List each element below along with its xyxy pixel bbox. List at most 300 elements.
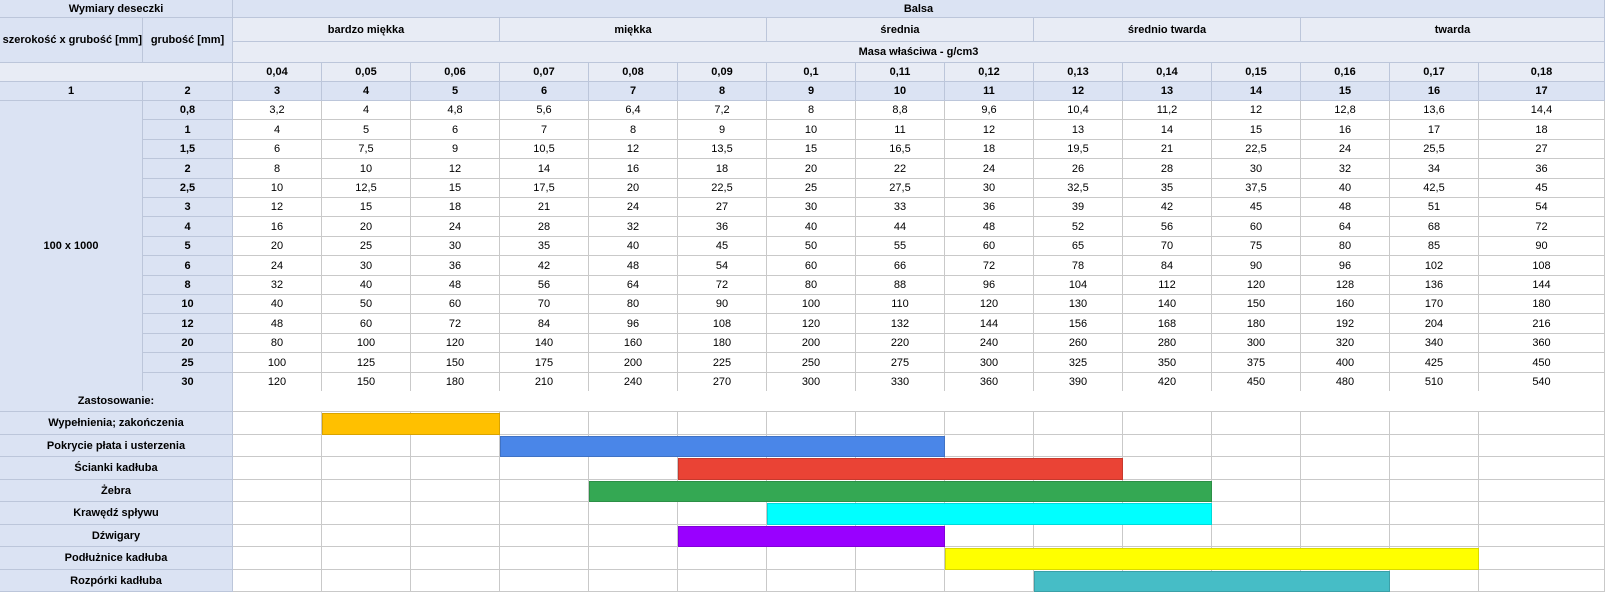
application-grid-cell [1123, 435, 1212, 457]
application-grid-cell [500, 457, 589, 480]
table-cell: 120 [411, 334, 500, 353]
table-cell: 144 [945, 314, 1034, 334]
application-grid-cell [1479, 547, 1605, 570]
application-grid-cell [1123, 525, 1212, 547]
table-cell: 25 [767, 179, 856, 198]
table-cell: 27,5 [856, 179, 945, 198]
table-cell: 20 [767, 159, 856, 179]
density-value: 0,18 [1479, 63, 1605, 82]
application-grid-cell [411, 435, 500, 457]
table-cell: 36 [945, 198, 1034, 217]
application-grid-cell [1301, 435, 1390, 457]
application-grid-cell [322, 457, 411, 480]
table-cell: 66 [856, 256, 945, 276]
application-range-bar [322, 413, 500, 435]
table-cell: 42,5 [1390, 179, 1479, 198]
application-name: Pokrycie płata i usterzenia [0, 435, 233, 457]
table-cell: 32 [1301, 159, 1390, 179]
application-grid-cell [945, 412, 1034, 435]
thickness-value: 3 [143, 198, 233, 217]
table-cell: 8 [233, 159, 322, 179]
table-cell: 45 [678, 237, 767, 256]
application-grid-cell [233, 412, 322, 435]
table-cell: 45 [1212, 198, 1301, 217]
table-cell: 136 [1390, 276, 1479, 295]
table-cell: 80 [589, 295, 678, 314]
table-cell: 200 [767, 334, 856, 353]
table-cell: 180 [411, 373, 500, 392]
table-cell: 120 [233, 373, 322, 392]
table-cell: 180 [1479, 295, 1605, 314]
table-cell: 80 [1301, 237, 1390, 256]
application-grid-cell [678, 570, 767, 592]
table-cell: 24 [945, 159, 1034, 179]
application-grid-cell [233, 525, 322, 547]
application-grid-cell [1212, 457, 1301, 480]
table-cell: 11,2 [1123, 101, 1212, 120]
table-cell: 36 [411, 256, 500, 276]
column-number: 3 [233, 82, 322, 101]
table-cell: 9 [678, 120, 767, 140]
table-cell: 36 [1479, 159, 1605, 179]
thickness-value: 6 [143, 256, 233, 276]
table-cell: 21 [1123, 140, 1212, 159]
application-name: Dźwigary [0, 525, 233, 547]
table-cell: 40 [322, 276, 411, 295]
table-cell: 250 [767, 353, 856, 373]
thickness-value: 25 [143, 353, 233, 373]
table-cell: 12 [233, 198, 322, 217]
table-cell: 35 [1123, 179, 1212, 198]
hardness-3: średnio twarda [1034, 18, 1301, 42]
balsa-title: Balsa [233, 0, 1605, 18]
application-grid-cell [322, 480, 411, 502]
table-cell: 24 [1301, 140, 1390, 159]
application-range-bar [945, 548, 1479, 570]
table-cell: 16 [589, 159, 678, 179]
table-cell: 140 [1123, 295, 1212, 314]
table-cell: 300 [945, 353, 1034, 373]
table-cell: 52 [1034, 217, 1123, 237]
thickness-value: 1 [143, 120, 233, 140]
applications-title: Zastosowanie: [0, 391, 233, 412]
table-cell: 88 [856, 276, 945, 295]
application-grid-cell [322, 570, 411, 592]
density-value: 0,13 [1034, 63, 1123, 82]
table-cell: 51 [1390, 198, 1479, 217]
table-cell: 72 [678, 276, 767, 295]
table-cell: 22,5 [1212, 140, 1301, 159]
table-cell: 5,6 [500, 101, 589, 120]
table-cell: 55 [856, 237, 945, 256]
application-grid-cell [1034, 525, 1123, 547]
application-grid-cell [1301, 412, 1390, 435]
table-cell: 450 [1479, 353, 1605, 373]
table-cell: 16,5 [856, 140, 945, 159]
column-number: 7 [589, 82, 678, 101]
table-cell: 225 [678, 353, 767, 373]
width-thickness-header [0, 18, 143, 63]
table-cell: 22 [856, 159, 945, 179]
table-cell: 32 [233, 276, 322, 295]
density-value: 0,15 [1212, 63, 1301, 82]
table-cell: 150 [1212, 295, 1301, 314]
thickness-value: 0,8 [143, 101, 233, 120]
table-cell: 65 [1034, 237, 1123, 256]
table-cell: 10 [767, 120, 856, 140]
density-value: 0,14 [1123, 63, 1212, 82]
table-cell: 26 [1034, 159, 1123, 179]
application-name: Wypełnienia; zakończenia [0, 412, 233, 435]
table-cell: 90 [1212, 256, 1301, 276]
table-cell: 37,5 [1212, 179, 1301, 198]
application-grid-cell [411, 570, 500, 592]
table-cell: 8,8 [856, 101, 945, 120]
application-grid-cell [1479, 457, 1605, 480]
column-number: 17 [1479, 82, 1605, 101]
table-cell: 85 [1390, 237, 1479, 256]
table-cell: 8 [767, 101, 856, 120]
table-cell: 325 [1034, 353, 1123, 373]
application-grid-cell [1301, 480, 1390, 502]
table-cell: 13,6 [1390, 101, 1479, 120]
application-grid-cell [1390, 570, 1479, 592]
table-cell: 25,5 [1390, 140, 1479, 159]
table-cell: 75 [1212, 237, 1301, 256]
table-cell: 7,2 [678, 101, 767, 120]
column-number: 4 [322, 82, 411, 101]
application-grid-cell [678, 502, 767, 525]
table-cell: 100 [322, 334, 411, 353]
column-number: 1 [0, 82, 143, 101]
application-grid-cell [767, 547, 856, 570]
application-grid-cell [589, 412, 678, 435]
table-cell: 275 [856, 353, 945, 373]
table-cell: 130 [1034, 295, 1123, 314]
hardness-0: bardzo miękka [233, 18, 500, 42]
table-cell: 220 [856, 334, 945, 353]
table-cell: 540 [1479, 373, 1605, 392]
table-cell: 40 [1301, 179, 1390, 198]
thickness-value: 5 [143, 237, 233, 256]
table-cell: 150 [411, 353, 500, 373]
table-cell: 420 [1123, 373, 1212, 392]
thickness-value: 4 [143, 217, 233, 237]
application-grid-cell [500, 412, 589, 435]
application-grid-cell [322, 547, 411, 570]
board-dimensions: 100 x 1000 [0, 101, 143, 392]
table-cell: 128 [1301, 276, 1390, 295]
table-cell: 10 [233, 179, 322, 198]
column-number: 16 [1390, 82, 1479, 101]
table-cell: 32 [589, 217, 678, 237]
application-grid-cell [856, 412, 945, 435]
table-cell: 17 [1390, 120, 1479, 140]
application-grid-cell [1034, 435, 1123, 457]
application-grid-cell [322, 525, 411, 547]
table-cell: 280 [1123, 334, 1212, 353]
application-grid-cell [1479, 412, 1605, 435]
application-grid-cell [500, 547, 589, 570]
table-cell: 70 [500, 295, 589, 314]
table-cell: 90 [678, 295, 767, 314]
density-value: 0,09 [678, 63, 767, 82]
application-range-bar [678, 458, 1123, 480]
table-cell: 12 [945, 120, 1034, 140]
application-grid-cell [945, 570, 1034, 592]
table-cell: 27 [678, 198, 767, 217]
table-cell: 16 [233, 217, 322, 237]
application-grid-cell [589, 570, 678, 592]
application-grid-cell [411, 502, 500, 525]
hardness-2: średnia [767, 18, 1034, 42]
table-cell: 112 [1123, 276, 1212, 295]
density-value: 0,08 [589, 63, 678, 82]
table-cell: 300 [1212, 334, 1301, 353]
application-range-bar [767, 503, 1212, 525]
table-cell: 48 [589, 256, 678, 276]
table-cell: 60 [322, 314, 411, 334]
application-grid-cell [1123, 412, 1212, 435]
table-cell: 48 [411, 276, 500, 295]
table-cell: 42 [500, 256, 589, 276]
table-cell: 10,4 [1034, 101, 1123, 120]
table-cell: 12,8 [1301, 101, 1390, 120]
table-cell: 10 [322, 159, 411, 179]
thickness-value: 30 [143, 373, 233, 392]
application-name: Krawędź spływu [0, 502, 233, 525]
table-cell: 45 [1479, 179, 1605, 198]
application-grid-cell [945, 435, 1034, 457]
thickness-value: 10 [143, 295, 233, 314]
table-cell: 14 [500, 159, 589, 179]
table-cell: 34 [1390, 159, 1479, 179]
width-thickness-label: szerokość x grubość [mm] [2, 34, 142, 46]
application-grid-cell [1479, 480, 1605, 502]
application-name: Podłużnice kadłuba [0, 547, 233, 570]
table-cell: 25 [322, 237, 411, 256]
application-grid-cell [233, 435, 322, 457]
column-number: 15 [1301, 82, 1390, 101]
table-cell: 36 [678, 217, 767, 237]
table-cell: 9 [411, 140, 500, 159]
application-grid-cell [945, 525, 1034, 547]
table-cell: 20 [233, 237, 322, 256]
table-cell: 192 [1301, 314, 1390, 334]
table-cell: 15 [1212, 120, 1301, 140]
table-cell: 96 [945, 276, 1034, 295]
thickness-header: grubość [mm] [143, 18, 233, 63]
column-number: 8 [678, 82, 767, 101]
table-cell: 14,4 [1479, 101, 1605, 120]
table-cell: 150 [322, 373, 411, 392]
table-cell: 70 [1123, 237, 1212, 256]
table-cell: 270 [678, 373, 767, 392]
table-cell: 9,6 [945, 101, 1034, 120]
application-name: Rozpórki kadłuba [0, 570, 233, 592]
thickness-value: 2 [143, 159, 233, 179]
table-cell: 56 [500, 276, 589, 295]
table-cell: 40 [589, 237, 678, 256]
application-grid-cell [1390, 457, 1479, 480]
column-number: 13 [1123, 82, 1212, 101]
table-cell: 68 [1390, 217, 1479, 237]
table-cell: 108 [678, 314, 767, 334]
table-cell: 180 [1212, 314, 1301, 334]
application-grid-cell [1212, 412, 1301, 435]
table-cell: 330 [856, 373, 945, 392]
table-cell: 40 [767, 217, 856, 237]
table-cell: 450 [1212, 373, 1301, 392]
table-cell: 200 [589, 353, 678, 373]
application-range-bar [500, 436, 945, 457]
table-cell: 12,5 [322, 179, 411, 198]
table-cell: 30 [322, 256, 411, 276]
application-grid-cell [1123, 457, 1212, 480]
table-cell: 30 [1212, 159, 1301, 179]
application-grid-cell [1212, 502, 1301, 525]
table-cell: 48 [1301, 198, 1390, 217]
application-grid-cell [589, 547, 678, 570]
table-cell: 400 [1301, 353, 1390, 373]
table-cell: 20 [322, 217, 411, 237]
table-cell: 100 [767, 295, 856, 314]
application-grid-cell [1301, 457, 1390, 480]
table-cell: 11 [856, 120, 945, 140]
application-grid-cell [589, 457, 678, 480]
table-cell: 16 [1301, 120, 1390, 140]
table-cell: 120 [767, 314, 856, 334]
thickness-value: 20 [143, 334, 233, 353]
application-grid-cell [767, 412, 856, 435]
table-cell: 48 [233, 314, 322, 334]
table-cell: 132 [856, 314, 945, 334]
table-cell: 14 [1123, 120, 1212, 140]
table-cell: 6,4 [589, 101, 678, 120]
table-cell: 27 [1479, 140, 1605, 159]
table-cell: 340 [1390, 334, 1479, 353]
application-name: Żebra [0, 480, 233, 502]
table-cell: 72 [411, 314, 500, 334]
table-cell: 240 [945, 334, 1034, 353]
column-number: 2 [143, 82, 233, 101]
table-cell: 22,5 [678, 179, 767, 198]
table-cell: 18 [678, 159, 767, 179]
table-cell: 21 [500, 198, 589, 217]
thickness-value: 2,5 [143, 179, 233, 198]
application-grid-cell [678, 412, 767, 435]
application-grid-cell [1390, 480, 1479, 502]
table-cell: 54 [1479, 198, 1605, 217]
table-cell: 24 [411, 217, 500, 237]
density-label: Masa właściwa - g/cm3 [233, 42, 1605, 63]
table-cell: 42 [1123, 198, 1212, 217]
thickness-value: 8 [143, 276, 233, 295]
table-cell: 120 [1212, 276, 1301, 295]
table-cell: 24 [233, 256, 322, 276]
application-grid-cell [856, 570, 945, 592]
application-grid-cell [500, 502, 589, 525]
column-number: 12 [1034, 82, 1123, 101]
table-cell: 100 [233, 353, 322, 373]
application-grid-cell [1390, 525, 1479, 547]
application-grid-cell [1301, 502, 1390, 525]
application-range-bar [589, 481, 1212, 502]
application-grid-cell [1212, 525, 1301, 547]
table-cell: 320 [1301, 334, 1390, 353]
table-cell: 15 [411, 179, 500, 198]
table-cell: 140 [500, 334, 589, 353]
table-cell: 110 [856, 295, 945, 314]
table-cell: 425 [1390, 353, 1479, 373]
table-cell: 210 [500, 373, 589, 392]
table-cell: 60 [411, 295, 500, 314]
table-cell: 7,5 [322, 140, 411, 159]
table-cell: 3,2 [233, 101, 322, 120]
table-cell: 28 [500, 217, 589, 237]
application-grid-cell [767, 570, 856, 592]
table-cell: 64 [589, 276, 678, 295]
table-cell: 390 [1034, 373, 1123, 392]
dims-title: Wymiary deseczki [0, 0, 233, 18]
application-grid-cell [589, 502, 678, 525]
table-cell: 15 [767, 140, 856, 159]
table-cell: 33 [856, 198, 945, 217]
application-grid-cell [1212, 435, 1301, 457]
density-value: 0,11 [856, 63, 945, 82]
table-cell: 5 [322, 120, 411, 140]
table-cell: 12 [1212, 101, 1301, 120]
table-cell: 72 [945, 256, 1034, 276]
application-grid-cell [411, 457, 500, 480]
column-number: 14 [1212, 82, 1301, 101]
table-cell: 90 [1479, 237, 1605, 256]
table-cell: 12 [589, 140, 678, 159]
application-grid-cell [500, 570, 589, 592]
table-cell: 204 [1390, 314, 1479, 334]
table-cell: 54 [678, 256, 767, 276]
application-grid-cell [1479, 502, 1605, 525]
table-cell: 480 [1301, 373, 1390, 392]
table-cell: 144 [1479, 276, 1605, 295]
table-cell: 13,5 [678, 140, 767, 159]
application-name: Ścianki kadłuba [0, 457, 233, 480]
table-cell: 104 [1034, 276, 1123, 295]
density-value: 0,07 [500, 63, 589, 82]
table-cell: 50 [322, 295, 411, 314]
table-cell: 18 [945, 140, 1034, 159]
table-cell: 28 [1123, 159, 1212, 179]
application-grid-cell [1479, 525, 1605, 547]
table-cell: 44 [856, 217, 945, 237]
table-cell: 300 [767, 373, 856, 392]
table-cell: 6 [411, 120, 500, 140]
table-cell: 4 [233, 120, 322, 140]
application-grid-cell [322, 502, 411, 525]
application-grid-cell [1390, 412, 1479, 435]
table-cell: 48 [945, 217, 1034, 237]
column-number: 5 [411, 82, 500, 101]
application-grid-cell [500, 525, 589, 547]
table-cell: 12 [411, 159, 500, 179]
table-cell: 4 [322, 101, 411, 120]
column-number: 9 [767, 82, 856, 101]
applications-title-spacer [233, 391, 1605, 412]
table-cell: 80 [767, 276, 856, 295]
application-grid-cell [1212, 480, 1301, 502]
column-number: 6 [500, 82, 589, 101]
application-grid-cell [411, 525, 500, 547]
